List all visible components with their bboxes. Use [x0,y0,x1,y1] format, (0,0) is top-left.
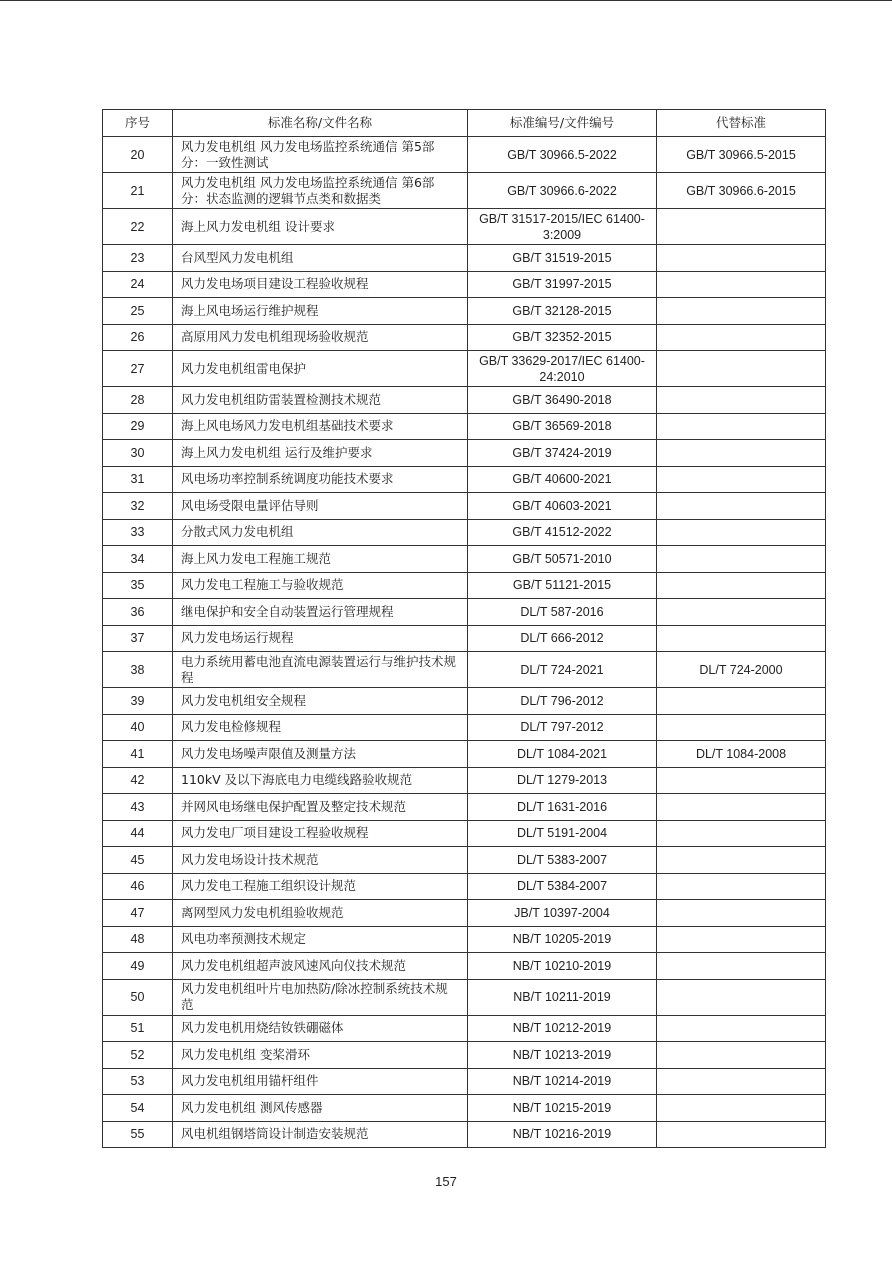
row-number: 43 [103,794,173,821]
table-row [103,519,826,546]
table-row [103,767,826,794]
row-number: 40 [103,714,173,741]
standard-code: NB/T 10211-2019 [468,979,657,1015]
standard-name: 风力发电检修规程 [173,714,468,741]
table-row [103,466,826,493]
standard-name: 风力发电场噪声限值及测量方法 [173,741,468,768]
row-number: 30 [103,440,173,467]
row-number: 22 [103,209,173,245]
standard-code: GB/T 37424-2019 [468,440,657,467]
table-row [103,820,826,847]
table-row [103,324,826,351]
table-row [103,625,826,652]
row-number: 45 [103,847,173,874]
replaced-standard [657,1068,826,1095]
standard-name: 风力发电工程施工与验收规范 [173,572,468,599]
table-row [103,387,826,414]
standard-name: 风力发电机组 风力发电场监控系统通信 第5部分：一致性测试 [173,137,468,173]
standard-name: 海上风电场运行维护规程 [173,298,468,325]
standard-code: NB/T 10213-2019 [468,1042,657,1069]
table-row [103,652,826,688]
standard-code: NB/T 10214-2019 [468,1068,657,1095]
row-number: 33 [103,519,173,546]
standard-code: GB/T 36490-2018 [468,387,657,414]
replaced-standard: GB/T 30966.5-2015 [657,137,826,173]
standard-code: NB/T 10210-2019 [468,953,657,980]
replaced-standard [657,953,826,980]
row-number: 38 [103,652,173,688]
row-number: 36 [103,599,173,626]
row-number: 25 [103,298,173,325]
row-number: 39 [103,688,173,715]
standard-name: 并网风电场继电保护配置及整定技术规范 [173,794,468,821]
replaced-standard [657,324,826,351]
replaced-standard [657,466,826,493]
standard-name: 风力发电场运行规程 [173,625,468,652]
row-number: 54 [103,1095,173,1122]
replaced-standard [657,351,826,387]
replaced-standard [657,873,826,900]
row-number: 53 [103,1068,173,1095]
row-number: 50 [103,979,173,1015]
standard-code: DL/T 1631-2016 [468,794,657,821]
standard-name: 风电功率预测技术规定 [173,926,468,953]
page-number: 157 [435,1174,457,1189]
standard-name: 海上风力发电机组 设计要求 [173,209,468,245]
standard-name: 风力发电场设计技术规范 [173,847,468,874]
table-row [103,271,826,298]
replaced-standard [657,767,826,794]
standard-code: GB/T 31519-2015 [468,245,657,272]
standards-table [102,109,826,1148]
row-number: 27 [103,351,173,387]
replaced-standard [657,900,826,927]
table-row [103,1095,826,1122]
replaced-standard [657,413,826,440]
table-row [103,953,826,980]
standard-code: GB/T 30966.5-2022 [468,137,657,173]
table-row [103,572,826,599]
replaced-standard [657,572,826,599]
row-number: 46 [103,873,173,900]
standard-code: GB/T 32352-2015 [468,324,657,351]
row-number: 51 [103,1015,173,1042]
row-number: 31 [103,466,173,493]
standard-name: 风力发电机组安全规程 [173,688,468,715]
standard-code: DL/T 796-2012 [468,688,657,715]
replaced-standard: DL/T 724-2000 [657,652,826,688]
replaced-standard [657,387,826,414]
table-row [103,979,826,1015]
standard-code: DL/T 5384-2007 [468,873,657,900]
table-row [103,1121,826,1148]
row-number: 26 [103,324,173,351]
row-number: 49 [103,953,173,980]
table-row [103,440,826,467]
table-row [103,741,826,768]
row-number: 37 [103,625,173,652]
standard-code: DL/T 1279-2013 [468,767,657,794]
table-row [103,1015,826,1042]
table-row [103,546,826,573]
row-number: 24 [103,271,173,298]
standard-code: GB/T 32128-2015 [468,298,657,325]
table-row [103,493,826,520]
standard-code: GB/T 50571-2010 [468,546,657,573]
table-row [103,688,826,715]
replaced-standard [657,599,826,626]
table-row [103,794,826,821]
replaced-standard [657,209,826,245]
header-name: 标准名称/文件名称 [173,110,468,137]
standard-name: 风力发电机组叶片电加热防/除冰控制系统技术规范 [173,979,468,1015]
row-number: 28 [103,387,173,414]
replaced-standard [657,926,826,953]
table-row [103,873,826,900]
replaced-standard [657,298,826,325]
standard-name: 海上风力发电机组 运行及维护要求 [173,440,468,467]
standard-name: 风力发电机组超声波风速风向仪技术规范 [173,953,468,980]
row-number: 32 [103,493,173,520]
standard-name: 风电场受限电量评估导则 [173,493,468,520]
row-number: 52 [103,1042,173,1069]
standard-name: 海上风电场风力发电机组基础技术要求 [173,413,468,440]
header-code: 标准编号/文件编号 [468,110,657,137]
replaced-standard [657,1095,826,1122]
table-row [103,137,826,173]
header-replaces: 代替标准 [657,110,826,137]
replaced-standard [657,519,826,546]
row-number: 55 [103,1121,173,1148]
replaced-standard [657,794,826,821]
standard-name: 海上风力发电工程施工规范 [173,546,468,573]
standard-name: 离网型风力发电机组验收规范 [173,900,468,927]
standard-code: GB/T 51121-2015 [468,572,657,599]
replaced-standard [657,625,826,652]
standard-code: GB/T 41512-2022 [468,519,657,546]
replaced-standard [657,1015,826,1042]
standard-code: DL/T 724-2021 [468,652,657,688]
table-row [103,599,826,626]
standard-code: DL/T 5191-2004 [468,820,657,847]
standard-name: 风力发电机组 测风传感器 [173,1095,468,1122]
table-row [103,847,826,874]
table-row [103,714,826,741]
replaced-standard [657,1121,826,1148]
row-number: 35 [103,572,173,599]
standard-name: 分散式风力发电机组 [173,519,468,546]
table-row [103,1042,826,1069]
standard-name: 台风型风力发电机组 [173,245,468,272]
row-number: 29 [103,413,173,440]
standard-name: 风力发电场项目建设工程验收规程 [173,271,468,298]
standard-name: 风力发电机组 变桨滑环 [173,1042,468,1069]
standard-name: 110kV 及以下海底电力电缆线路验收规范 [173,767,468,794]
row-number: 21 [103,173,173,209]
replaced-standard [657,245,826,272]
table-row [103,413,826,440]
row-number: 44 [103,820,173,847]
standard-code: GB/T 40603-2021 [468,493,657,520]
standard-code: DL/T 587-2016 [468,599,657,626]
replaced-standard [657,271,826,298]
standard-code: GB/T 30966.6-2022 [468,173,657,209]
standard-code: DL/T 797-2012 [468,714,657,741]
standard-code: NB/T 10216-2019 [468,1121,657,1148]
standard-name: 风力发电工程施工组织设计规范 [173,873,468,900]
standard-code: JB/T 10397-2004 [468,900,657,927]
standard-code: GB/T 31997-2015 [468,271,657,298]
row-number: 48 [103,926,173,953]
replaced-standard [657,440,826,467]
standard-code: GB/T 31517-2015/IEC 61400-3:2009 [468,209,657,245]
standard-code: DL/T 1084-2021 [468,741,657,768]
standard-code: GB/T 40600-2021 [468,466,657,493]
replaced-standard [657,847,826,874]
replaced-standard: GB/T 30966.6-2015 [657,173,826,209]
standard-name: 风力发电机组用锚杆组件 [173,1068,468,1095]
standard-name: 风力发电机用烧结钕铁硼磁体 [173,1015,468,1042]
row-number: 23 [103,245,173,272]
table-row [103,900,826,927]
standard-code: NB/T 10215-2019 [468,1095,657,1122]
replaced-standard [657,1042,826,1069]
replaced-standard [657,820,826,847]
replaced-standard [657,546,826,573]
row-number: 34 [103,546,173,573]
standard-name: 电力系统用蓄电池直流电源装置运行与维护技术规程 [173,652,468,688]
replaced-standard [657,979,826,1015]
row-number: 20 [103,137,173,173]
standard-name: 风电场功率控制系统调度功能技术要求 [173,466,468,493]
standard-name: 风电机组钢塔筒设计制造安装规范 [173,1121,468,1148]
table-row [103,351,826,387]
standard-code: NB/T 10205-2019 [468,926,657,953]
standard-name: 风力发电机组雷电保护 [173,351,468,387]
standard-name: 风力发电厂项目建设工程验收规程 [173,820,468,847]
replaced-standard [657,493,826,520]
row-number: 41 [103,741,173,768]
standard-code: DL/T 5383-2007 [468,847,657,874]
standard-code: DL/T 666-2012 [468,625,657,652]
table-row [103,298,826,325]
row-number: 47 [103,900,173,927]
header-no: 序号 [103,110,173,137]
standard-code: GB/T 33629-2017/IEC 61400-24:2010 [468,351,657,387]
standard-code: NB/T 10212-2019 [468,1015,657,1042]
table-row [103,209,826,245]
standard-name: 风力发电机组 风力发电场监控系统通信 第6部分：状态监测的逻辑节点类和数据类 [173,173,468,209]
standard-name: 高原用风力发电机组现场验收规范 [173,324,468,351]
table-row [103,173,826,209]
standard-code: GB/T 36569-2018 [468,413,657,440]
replaced-standard: DL/T 1084-2008 [657,741,826,768]
table-row [103,926,826,953]
table-row [103,245,826,272]
table-row [103,1068,826,1095]
standard-name: 继电保护和安全自动装置运行管理规程 [173,599,468,626]
table-header-row [103,110,826,137]
replaced-standard [657,688,826,715]
row-number: 42 [103,767,173,794]
replaced-standard [657,714,826,741]
standard-name: 风力发电机组防雷装置检测技术规范 [173,387,468,414]
